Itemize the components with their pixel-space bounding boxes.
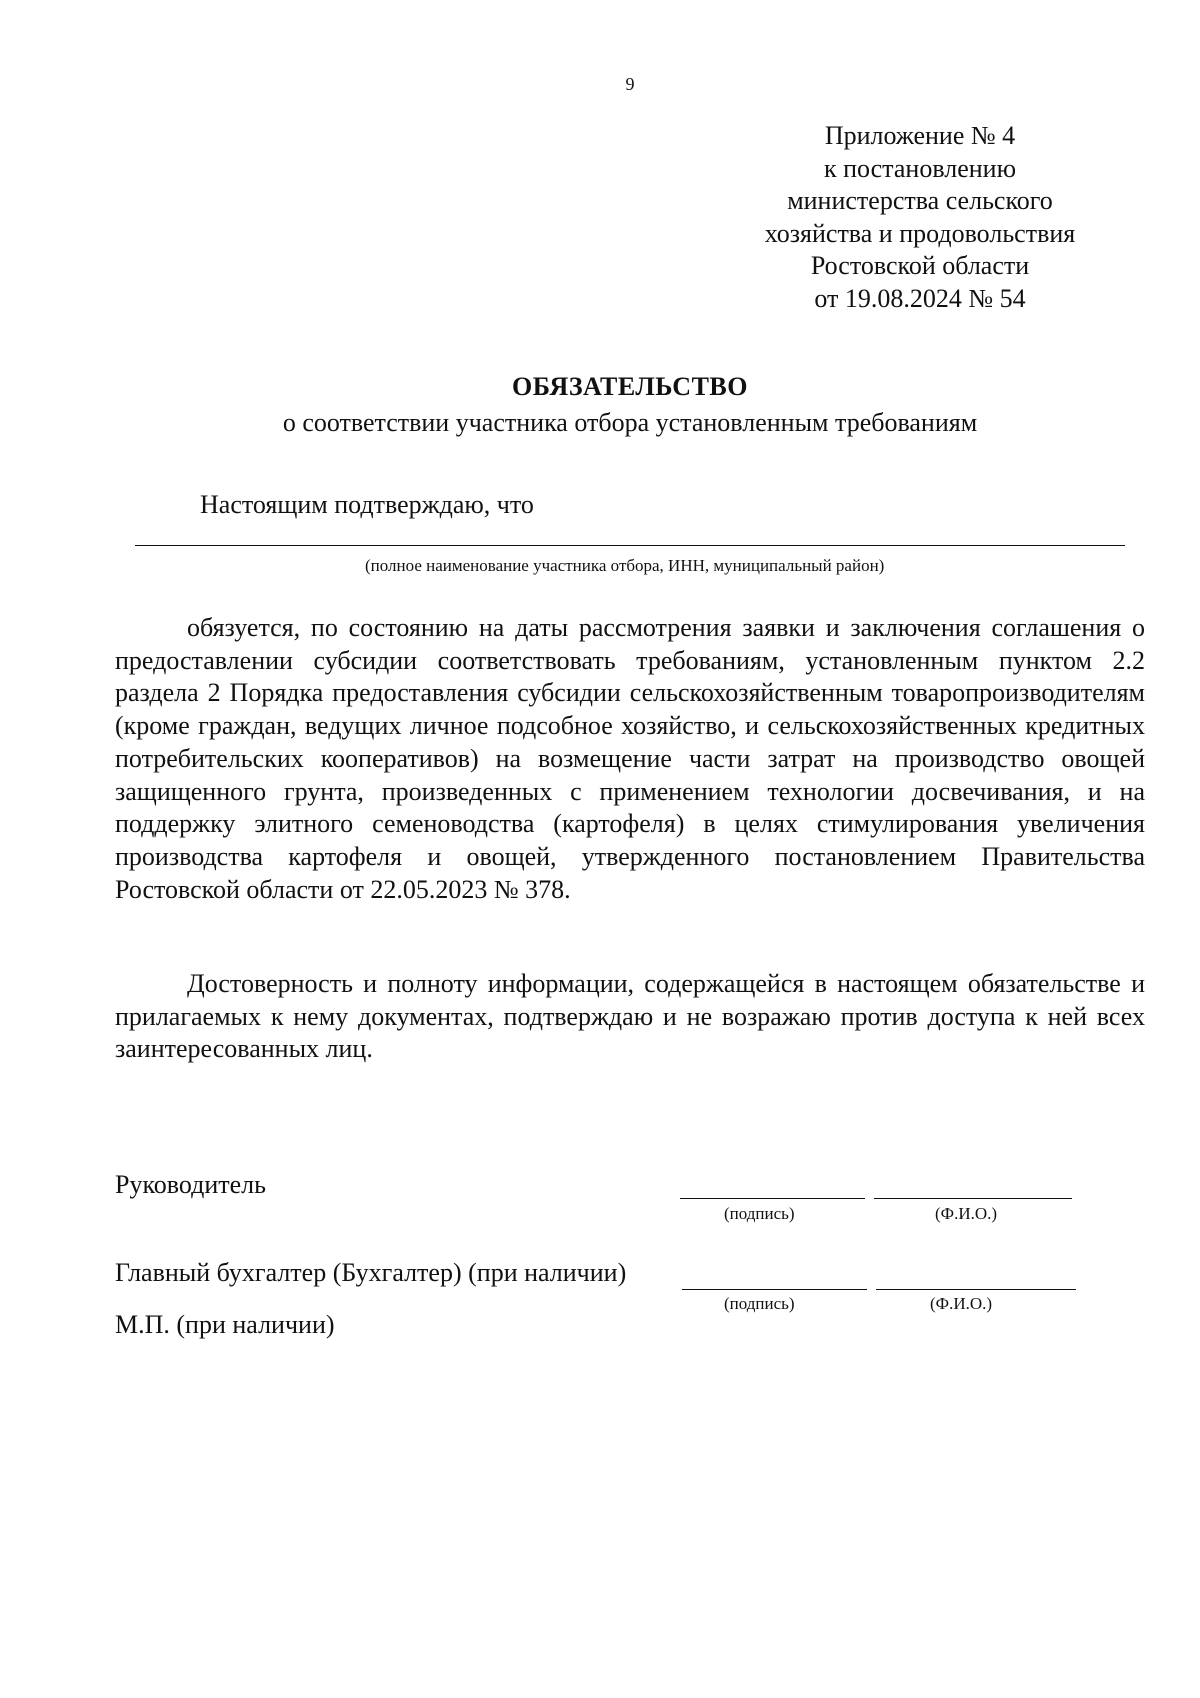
- accountant-name-caption: (Ф.И.О.): [930, 1294, 993, 1313]
- appendix-line: министерства сельского: [787, 186, 1053, 216]
- accountant-signature-line: [682, 1289, 867, 1290]
- stamp-label: М.П. (при наличии): [115, 1310, 335, 1339]
- head-signature-caption: (подпись): [724, 1204, 795, 1223]
- intro-text: Настоящим подтверждаю, что: [200, 490, 534, 519]
- appendix-line: от 19.08.2024 № 54: [814, 283, 1026, 313]
- head-name-caption: (Ф.И.О.): [935, 1204, 998, 1223]
- document-title: ОБЯЗАТЕЛЬСТВО: [512, 372, 748, 401]
- head-name-line: [874, 1198, 1072, 1199]
- head-label: Руководитель: [115, 1170, 266, 1199]
- appendix-block: [700, 120, 1140, 316]
- page-number: 9: [625, 74, 635, 94]
- appendix-line: Ростовской области: [810, 251, 1030, 281]
- obligation-paragraph: обязуется, по состоянию на даты рассмотрения заявки и заключения соглашения о предоставлении субсидии соответствовать требованиям, установленным пунктом 2.2 раздела 2 Порядка предоставления субсидии сельскохозяйственным товаропроизводителям (кроме граждан, ведущих личное подсобное хозяйство, и сельскохозяйственных кредитных потребительских кооперативов) на возмещение части затрат на производство овощей защищенного грунта, произведенных с применением технологии досвечивания, и на поддержку элитного семеноводства (картофеля) в целях стимулирования увеличения производства картофеля и овощей, утвержденного постановлением Правительства Ростовской области от 22.05.2023 № 378.: [115, 613, 1145, 904]
- appendix-line: хозяйства и продовольствия: [764, 218, 1076, 248]
- accountant-signature-caption: (подпись): [724, 1294, 795, 1313]
- appendix-line: Приложение № 4: [824, 121, 1016, 150]
- head-signature-line: [680, 1198, 865, 1199]
- accountant-name-line: [876, 1289, 1076, 1290]
- appendix-line: к постановлению: [823, 153, 1017, 183]
- accountant-label: Главный бухгалтер (Бухгалтер) (при наличии): [115, 1258, 627, 1287]
- participant-fill-line: [135, 545, 1125, 546]
- document-subtitle: о соответствии участника отбора установленным требованиям: [282, 408, 978, 437]
- reliability-paragraph: Достоверность и полноту информации, содержащейся в настоящем обязательстве и прилагаемых к нему документах, подтверждаю и не возражаю против доступа к ней всех заинтересованных лиц.: [115, 969, 1145, 1064]
- participant-caption: (полное наименование участника отбора, ИНН, муниципальный район): [365, 556, 885, 575]
